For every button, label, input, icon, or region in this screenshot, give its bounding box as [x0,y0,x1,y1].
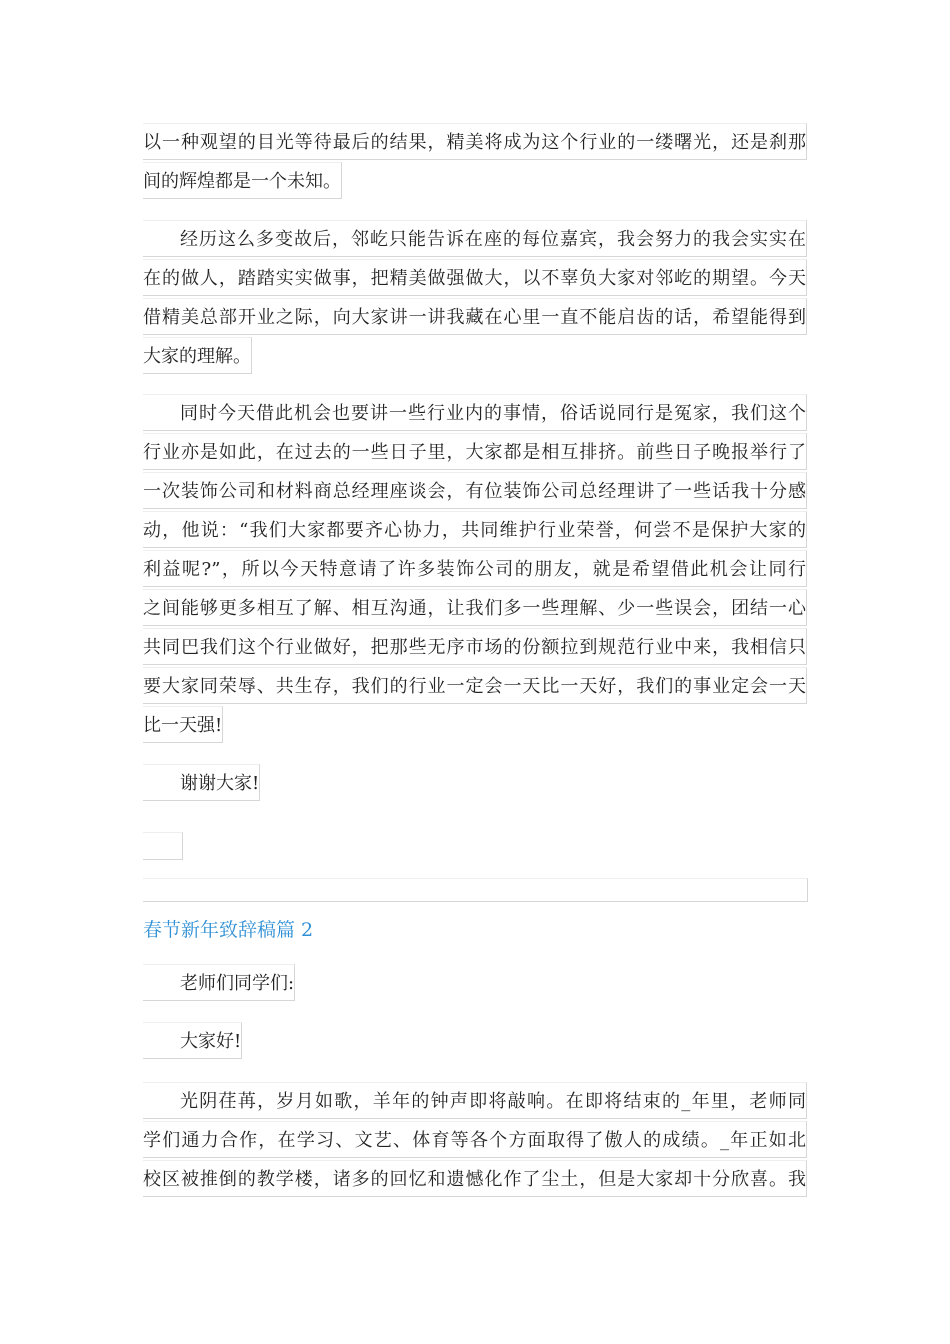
empty-paragraph [143,832,183,860]
paragraph-line: 要大家同荣辱、共生存，我们的行业一定会一天比一天好，我们的事业定会一天 [143,667,807,704]
paragraph-line: 行业亦是如此，在过去的一些日子里，大家都是相互排挤。前些日子晚报举行了 [143,433,807,470]
thanks-line: 谢谢大家! [143,764,260,801]
paragraph-line: 比一天强! [143,706,223,743]
paragraph-line: 学们通力合作，在学习、文艺、体育等各个方面取得了傲人的成绩。_年正如北 [143,1121,807,1158]
paragraph-line: 在的做人，踏踏实实做事，把精美做强做大，以不辜负大家对邻屹的期望。今天 [143,259,807,296]
paragraph-line: 同时今天借此机会也要讲一些行业内的事情，俗话说同行是冤家，我们这个 [143,394,807,431]
paragraph-line: 以一种观望的目光等待最后的结果，精美将成为这个行业的一缕曙光，还是刹那 [143,123,807,160]
paragraph-line: 大家的理解。 [143,337,252,374]
paragraph-line: 共同巴我们这个行业做好，把那些无序市场的份额拉到规范行业中来，我相信只 [143,628,807,665]
section-heading: 春节新年致辞稿篇 2 [143,919,314,941]
paragraph-line: 经历这么多变故后，邻屹只能告诉在座的每位嘉宾，我会努力的我会实实在 [143,220,807,257]
paragraph-line: 借精美总部开业之际，向大家讲一讲我藏在心里一直不能启齿的话，希望能得到 [143,298,807,335]
paragraph-line: 利益呢?”，所以今天特意请了许多装饰公司的朋友，就是希望借此机会让同行 [143,550,807,587]
greeting-line: 大家好! [143,1022,242,1059]
paragraph-line: 动，他说：“我们大家都要齐心协力，共同维护行业荣誉，何尝不是保护大家的 [143,511,807,548]
paragraph-line: 之间能够更多相互了解、相互沟通，让我们多一些理解、少一些误会，团结一心 [143,589,807,626]
paragraph-line: 间的辉煌都是一个未知。 [143,162,342,199]
paragraph-line: 光阴荏苒，岁月如歌，羊年的钟声即将敲响。在即将结束的_年里，老师同 [143,1082,807,1119]
paragraph-line: 校区被推倒的教学楼，诸多的回忆和遗憾化作了尘土，但是大家却十分欣喜。我 [143,1160,807,1197]
section-divider [143,878,808,902]
greeting-line: 老师们同学们: [143,964,295,1001]
paragraph-line: 一次装饰公司和材料商总经理座谈会，有位装饰公司总经理讲了一些话我十分感 [143,472,807,509]
